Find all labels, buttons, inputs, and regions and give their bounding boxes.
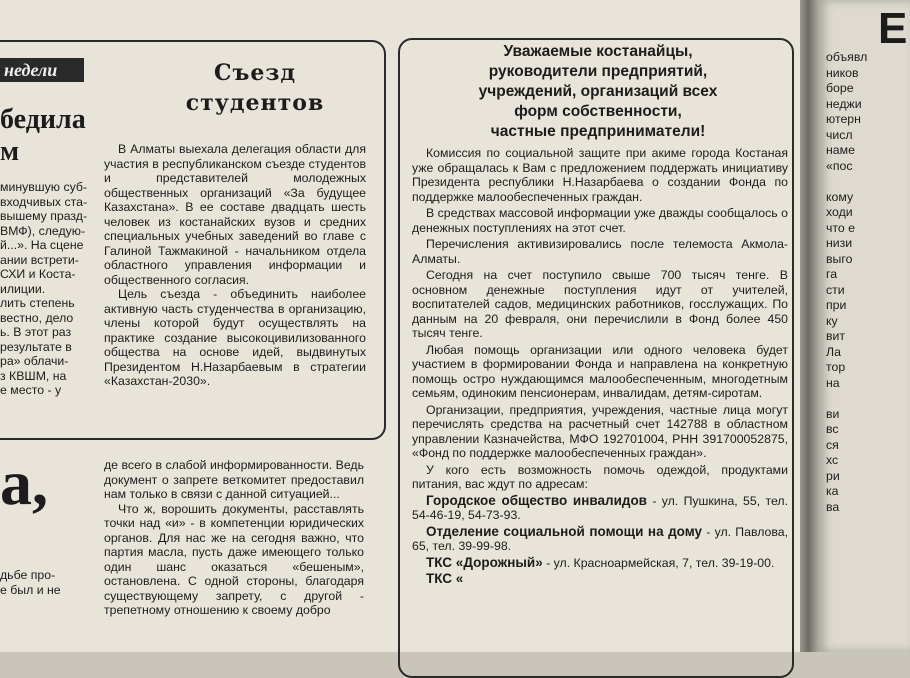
fragment-line: га: [826, 267, 838, 281]
fragment-line: боре: [826, 81, 854, 95]
students-paragraph-2: Цель съезда - объединить наиболее активную часть студенчества в организацию, члены которой будут осуществлять на практике создание высокоцивилизованного общества на основе идей, выдвинутых Президентом Н.Назарбаевым в стратегии «Казахстан-2030».: [104, 287, 366, 388]
left-headline-line-2: м: [0, 136, 20, 167]
fragment-line: ви: [826, 406, 840, 421]
fragment-line: вит: [826, 329, 846, 343]
students-article-title: Съезд студентов: [185, 60, 325, 116]
appeal-paragraph-3: Перечисления активизировались после телемоста Акмола-Алматы.: [412, 237, 788, 266]
fragment-line: вышему празд-: [0, 209, 88, 223]
oil-paragraph-1: де всего в слабой информированности. Ведь документ о запрете веткомитет предоставил нам только в связи с данной ситуацией...: [104, 458, 364, 501]
fragment-line: минувшую суб-: [0, 180, 88, 194]
fragment-line: ютерн: [826, 112, 861, 126]
fragment-line: ь. В этот раз: [0, 325, 72, 339]
fragment-line: [826, 391, 910, 407]
fragment-line: ри: [826, 468, 840, 483]
fragment-line: неджи: [826, 96, 862, 111]
oil-article-body: [104, 458, 364, 618]
fragment-line: «пос: [826, 158, 853, 173]
fragment-line: что е: [826, 220, 855, 235]
fragment-line: вс: [826, 422, 839, 436]
bottom-left-big-letters: а,: [0, 447, 48, 518]
fragment-line: низи: [826, 236, 853, 250]
fragment-line: на: [826, 375, 840, 390]
students-paragraph-1: В Алматы выехала делегация области для участия в республиканском съезде студентов и представителей молодежных общественных организаций «За будущее Казахстана». В ее составе двадцать шесть человек из костанайских вузов и средних специальных учебных заведений во главе с Галиной Тажмакиной - начальником отдела областного управления информации и общественного согласия.: [104, 142, 366, 287]
fragment-line: хс: [826, 453, 839, 467]
appeal-paragraph-4: Сегодня на счет поступило свыше 700 тысяч тенге. В основном денежные поступления идут от учителей, воспитателей садов, медицинских работников, госслужащих. По данным на 20 февраля, они перечислили в Фонд более 450 тысяч тенге.: [412, 268, 788, 340]
appeal-paragraph-6: Организации, предприятия, учреждения, частные лица могут перечислять средства на расчетный счет 142788 в областном управлении Казначейства, МФО 192701004, РНН 391700052875, «Фонд по поддержке малообеспеченных граждан».: [412, 402, 788, 460]
fragment-line: кому: [826, 189, 854, 204]
address-1: Городское общество инвалидов - ул. Пушкина, 55, тел. 54-46-19, 54-73-93.: [412, 492, 788, 522]
fragment-line: ся: [826, 437, 839, 452]
address-3: ТКС «Дорожный» - ул. Красноармейская, 7, тел. 39-19-00.: [426, 554, 775, 570]
left-headline: [0, 104, 90, 168]
fragment-line: е место - у: [0, 383, 62, 397]
fragment-line: ра» облачи-: [0, 354, 69, 368]
students-article-body: [104, 142, 366, 389]
address-4: ТКС «: [426, 571, 464, 586]
fragment-line: ВМФ), следую-: [0, 223, 86, 238]
fragment-line: ников: [826, 65, 859, 80]
adjacent-page-big-letter: Е: [878, 4, 908, 53]
fragment-line: ва: [826, 499, 840, 514]
appeal-title: Уважаемые костанайцы, руководители предприятий, учреждений, организаций всех форм собственности, частные предприниматели!: [478, 43, 718, 140]
fragment-line: вестно, дело: [0, 310, 74, 325]
left-column-fragment: [0, 180, 90, 398]
fragment-line: лить степень: [0, 296, 75, 310]
fragment-line: СХИ и Коста-: [0, 267, 76, 281]
bottom-left-fragment: дьбе про- е был и не: [0, 568, 61, 597]
fragment-line: входчивых ста-: [0, 194, 88, 209]
appeal-paragraph-5: Любая помощь организации или одного человека будет участием в формировании Фонда и направлена на конкретную помощь остро нуждающимся малообеспеченным, многодетным семьям, одиноким пенсионерам, инвалидам, детям-сиротам.: [412, 342, 788, 400]
adjacent-page-fragment: [826, 50, 910, 515]
fragment-line: ходи: [826, 205, 853, 219]
fragment-line: числ: [826, 127, 853, 142]
fragment-line: ка: [826, 484, 839, 498]
section-tag: недели: [0, 58, 84, 82]
appeal-body: [412, 146, 788, 589]
fragment-line: [826, 174, 910, 190]
fragment-line: ании встрети-: [0, 252, 79, 267]
fragment-line: тор: [826, 360, 846, 374]
fragment-line: Ла: [826, 344, 841, 359]
fragment-line: илиции.: [0, 281, 46, 296]
fragment-line: й...». На сцене: [0, 238, 84, 252]
page-fold: [800, 0, 818, 652]
fragment-line: з КВШМ, на: [0, 368, 67, 383]
address-2: Отделение социальной помощи на дому - ул. Павлова, 65, тел. 39-99-98.: [412, 523, 788, 553]
appeal-paragraph-7: У кого есть возможность помочь одеждой, продуктами питания, вас ждут по адресам:: [412, 462, 788, 491]
fragment-line: сти: [826, 282, 845, 297]
fragment-line: результате в: [0, 339, 72, 354]
fragment-line: при: [826, 298, 847, 312]
fragment-line: объявл: [826, 50, 868, 64]
appeal-paragraph-2: В средствах массовой информации уже дважды сообщалось о денежных поступлениях на этот счет.: [412, 206, 788, 235]
fragment-line: выго: [826, 251, 853, 266]
fragment-line: наме: [826, 143, 855, 157]
oil-paragraph-2: Что ж, ворошить документы, расставлять точки над «и» - в компетенции юридических органов. Для нас же на сегодня важно, что партия масла, пусть даже имеющего только один шанс оказаться «бешеным», остановлена. С одной стороны, благодаря существующему запрету, с другой - трепетному отношению к своему добро: [104, 501, 364, 617]
fragment-line: ку: [826, 313, 838, 328]
left-headline-line-1: бедила: [0, 104, 86, 135]
appeal-paragraph-1: Комиссия по социальной защите при акиме города Костаная уже обращалась к Вам с предложением поддержать инициативу Президента республики Н.Назарбаева о создании Фонда по поддержке малообеспеченных граждан.: [412, 146, 788, 204]
